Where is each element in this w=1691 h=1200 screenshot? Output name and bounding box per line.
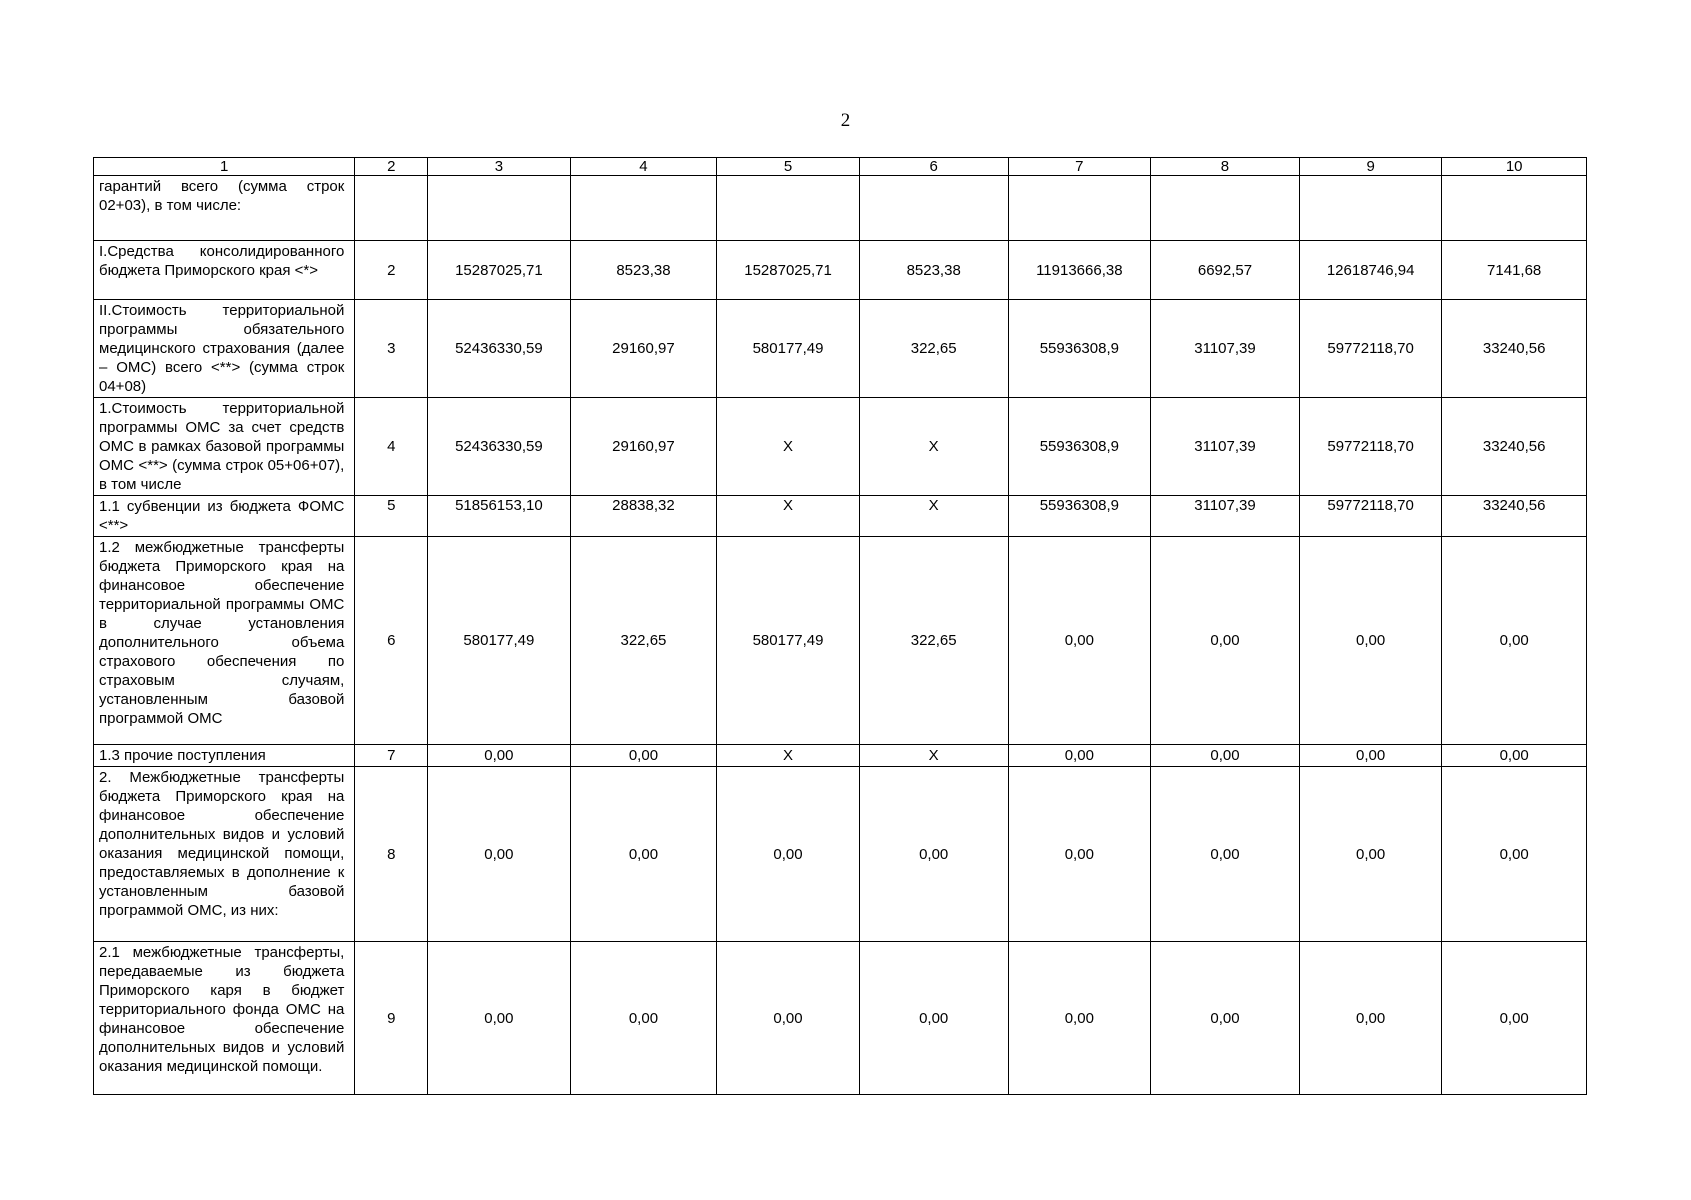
value-cell: 33240,56 bbox=[1442, 398, 1587, 496]
column-header: 7 bbox=[1008, 158, 1150, 176]
value-cell: 55936308,9 bbox=[1008, 398, 1150, 496]
value-cell: 0,00 bbox=[1151, 745, 1300, 767]
column-header: 4 bbox=[570, 158, 717, 176]
table-row bbox=[94, 942, 1587, 1095]
value-cell bbox=[1151, 176, 1300, 241]
value-cell: 0,00 bbox=[859, 767, 1008, 942]
value-cell: 31107,39 bbox=[1151, 496, 1300, 537]
value-cell: 8523,38 bbox=[570, 241, 717, 300]
value-cell: 0,00 bbox=[717, 942, 859, 1095]
value-cell: 55936308,9 bbox=[1008, 496, 1150, 537]
value-cell: 0,00 bbox=[1299, 767, 1441, 942]
value-cell: X bbox=[859, 398, 1008, 496]
value-cell: X bbox=[717, 745, 859, 767]
value-cell: 6692,57 bbox=[1151, 241, 1300, 300]
row-label-cell: 2. Межбюджетные трансферты бюджета Приморского края на финансовое обеспечение дополнительных видов и условий оказания медицинской помощи, предоставляемых в дополнение к установленным базовой программой ОМС, из них: bbox=[94, 767, 355, 942]
value-cell: X bbox=[859, 745, 1008, 767]
row-number-cell: 2 bbox=[355, 241, 428, 300]
row-label-cell: II.Стоимость территориальной программы обязательного медицинского страхования (далее – ОМС) всего <**> (сумма строк 04+08) bbox=[94, 300, 355, 398]
value-cell: 52436330,59 bbox=[428, 398, 570, 496]
value-cell: 29160,97 bbox=[570, 398, 717, 496]
row-label-cell: 1.1 субвенции из бюджета ФОМС <**> bbox=[94, 496, 355, 537]
table-row bbox=[94, 300, 1587, 398]
value-cell: 0,00 bbox=[570, 745, 717, 767]
value-cell: 0,00 bbox=[428, 745, 570, 767]
row-number-cell: 9 bbox=[355, 942, 428, 1095]
row-label-cell: 1.Стоимость территориальной программы ОМС за счет средств ОМС в рамках базовой программы ОМС <**> (сумма строк 05+06+07), в том числе bbox=[94, 398, 355, 496]
value-cell: 59772118,70 bbox=[1299, 496, 1441, 537]
value-cell: 0,00 bbox=[1008, 537, 1150, 745]
value-cell: 0,00 bbox=[1008, 767, 1150, 942]
row-number-cell: 5 bbox=[355, 496, 428, 537]
value-cell: 580177,49 bbox=[717, 300, 859, 398]
value-cell: 0,00 bbox=[859, 942, 1008, 1095]
value-cell: 0,00 bbox=[570, 942, 717, 1095]
value-cell: 15287025,71 bbox=[717, 241, 859, 300]
value-cell: 31107,39 bbox=[1151, 300, 1300, 398]
value-cell: 0,00 bbox=[1442, 745, 1587, 767]
value-cell bbox=[1442, 176, 1587, 241]
table-row bbox=[94, 398, 1587, 496]
row-label-cell: 2.1 межбюджетные трансферты, передаваемые из бюджета Приморского каря в бюджет территориального фонда ОМС на финансовое обеспечение дополнительных видов и условий оказания медицинской помощи. bbox=[94, 942, 355, 1095]
value-cell: 0,00 bbox=[1008, 942, 1150, 1095]
value-cell: X bbox=[717, 496, 859, 537]
value-cell: 55936308,9 bbox=[1008, 300, 1150, 398]
column-header: 8 bbox=[1151, 158, 1300, 176]
column-header: 5 bbox=[717, 158, 859, 176]
value-cell: 0,00 bbox=[1151, 537, 1300, 745]
budget-table bbox=[93, 157, 1587, 1095]
row-number-cell: 3 bbox=[355, 300, 428, 398]
row-number-cell: 7 bbox=[355, 745, 428, 767]
column-number-row bbox=[94, 158, 1587, 176]
value-cell: 59772118,70 bbox=[1299, 300, 1441, 398]
value-cell: 11913666,38 bbox=[1008, 241, 1150, 300]
table-row bbox=[94, 176, 1587, 241]
column-header: 10 bbox=[1442, 158, 1587, 176]
value-cell bbox=[717, 176, 859, 241]
value-cell bbox=[1008, 176, 1150, 241]
value-cell: 8523,38 bbox=[859, 241, 1008, 300]
value-cell bbox=[1299, 176, 1441, 241]
value-cell: 51856153,10 bbox=[428, 496, 570, 537]
value-cell: 322,65 bbox=[570, 537, 717, 745]
column-header: 2 bbox=[355, 158, 428, 176]
value-cell: 0,00 bbox=[1442, 537, 1587, 745]
row-label-cell: гарантий всего (сумма строк 02+03), в том числе: bbox=[94, 176, 355, 241]
value-cell: 0,00 bbox=[1299, 942, 1441, 1095]
value-cell: 0,00 bbox=[1151, 767, 1300, 942]
row-number-cell: 8 bbox=[355, 767, 428, 942]
value-cell: 7141,68 bbox=[1442, 241, 1587, 300]
value-cell: 322,65 bbox=[859, 537, 1008, 745]
table-row bbox=[94, 745, 1587, 767]
value-cell: 29160,97 bbox=[570, 300, 717, 398]
value-cell: 12618746,94 bbox=[1299, 241, 1441, 300]
row-number-cell: 4 bbox=[355, 398, 428, 496]
page-number: 2 bbox=[840, 110, 851, 131]
value-cell: 0,00 bbox=[1299, 537, 1441, 745]
value-cell: 33240,56 bbox=[1442, 496, 1587, 537]
value-cell bbox=[859, 176, 1008, 241]
table-row bbox=[94, 241, 1587, 300]
value-cell: 0,00 bbox=[1151, 942, 1300, 1095]
value-cell: 33240,56 bbox=[1442, 300, 1587, 398]
value-cell: 15287025,71 bbox=[428, 241, 570, 300]
value-cell bbox=[428, 176, 570, 241]
table-body bbox=[94, 158, 1587, 1095]
value-cell: 0,00 bbox=[1442, 767, 1587, 942]
value-cell: 0,00 bbox=[570, 767, 717, 942]
table-row bbox=[94, 496, 1587, 537]
column-header: 9 bbox=[1299, 158, 1441, 176]
value-cell: 28838,32 bbox=[570, 496, 717, 537]
column-header: 6 bbox=[859, 158, 1008, 176]
value-cell: 580177,49 bbox=[428, 537, 570, 745]
value-cell: 0,00 bbox=[1299, 745, 1441, 767]
column-header: 3 bbox=[428, 158, 570, 176]
value-cell: 0,00 bbox=[1008, 745, 1150, 767]
value-cell: 322,65 bbox=[859, 300, 1008, 398]
value-cell: 0,00 bbox=[428, 942, 570, 1095]
value-cell: 0,00 bbox=[428, 767, 570, 942]
value-cell: 580177,49 bbox=[717, 537, 859, 745]
value-cell: X bbox=[859, 496, 1008, 537]
row-label-cell: 1.2 межбюджетные трансферты бюджета Приморского края на финансовое обеспечение территориальной программы ОМС в случае установления дополнительного объема страхового обеспечения по страховым случаям, установленным базовой программой ОМС bbox=[94, 537, 355, 745]
value-cell: 59772118,70 bbox=[1299, 398, 1441, 496]
value-cell: 31107,39 bbox=[1151, 398, 1300, 496]
value-cell: X bbox=[717, 398, 859, 496]
row-label-cell: 1.3 прочие поступления bbox=[94, 745, 355, 767]
value-cell: 0,00 bbox=[717, 767, 859, 942]
column-header: 1 bbox=[94, 158, 355, 176]
table-row bbox=[94, 767, 1587, 942]
row-number-cell bbox=[355, 176, 428, 241]
row-number-cell: 6 bbox=[355, 537, 428, 745]
row-label-cell: I.Средства консолидированного бюджета Приморского края <*> bbox=[94, 241, 355, 300]
value-cell: 0,00 bbox=[1442, 942, 1587, 1095]
value-cell bbox=[570, 176, 717, 241]
value-cell: 52436330,59 bbox=[428, 300, 570, 398]
table-row bbox=[94, 537, 1587, 745]
